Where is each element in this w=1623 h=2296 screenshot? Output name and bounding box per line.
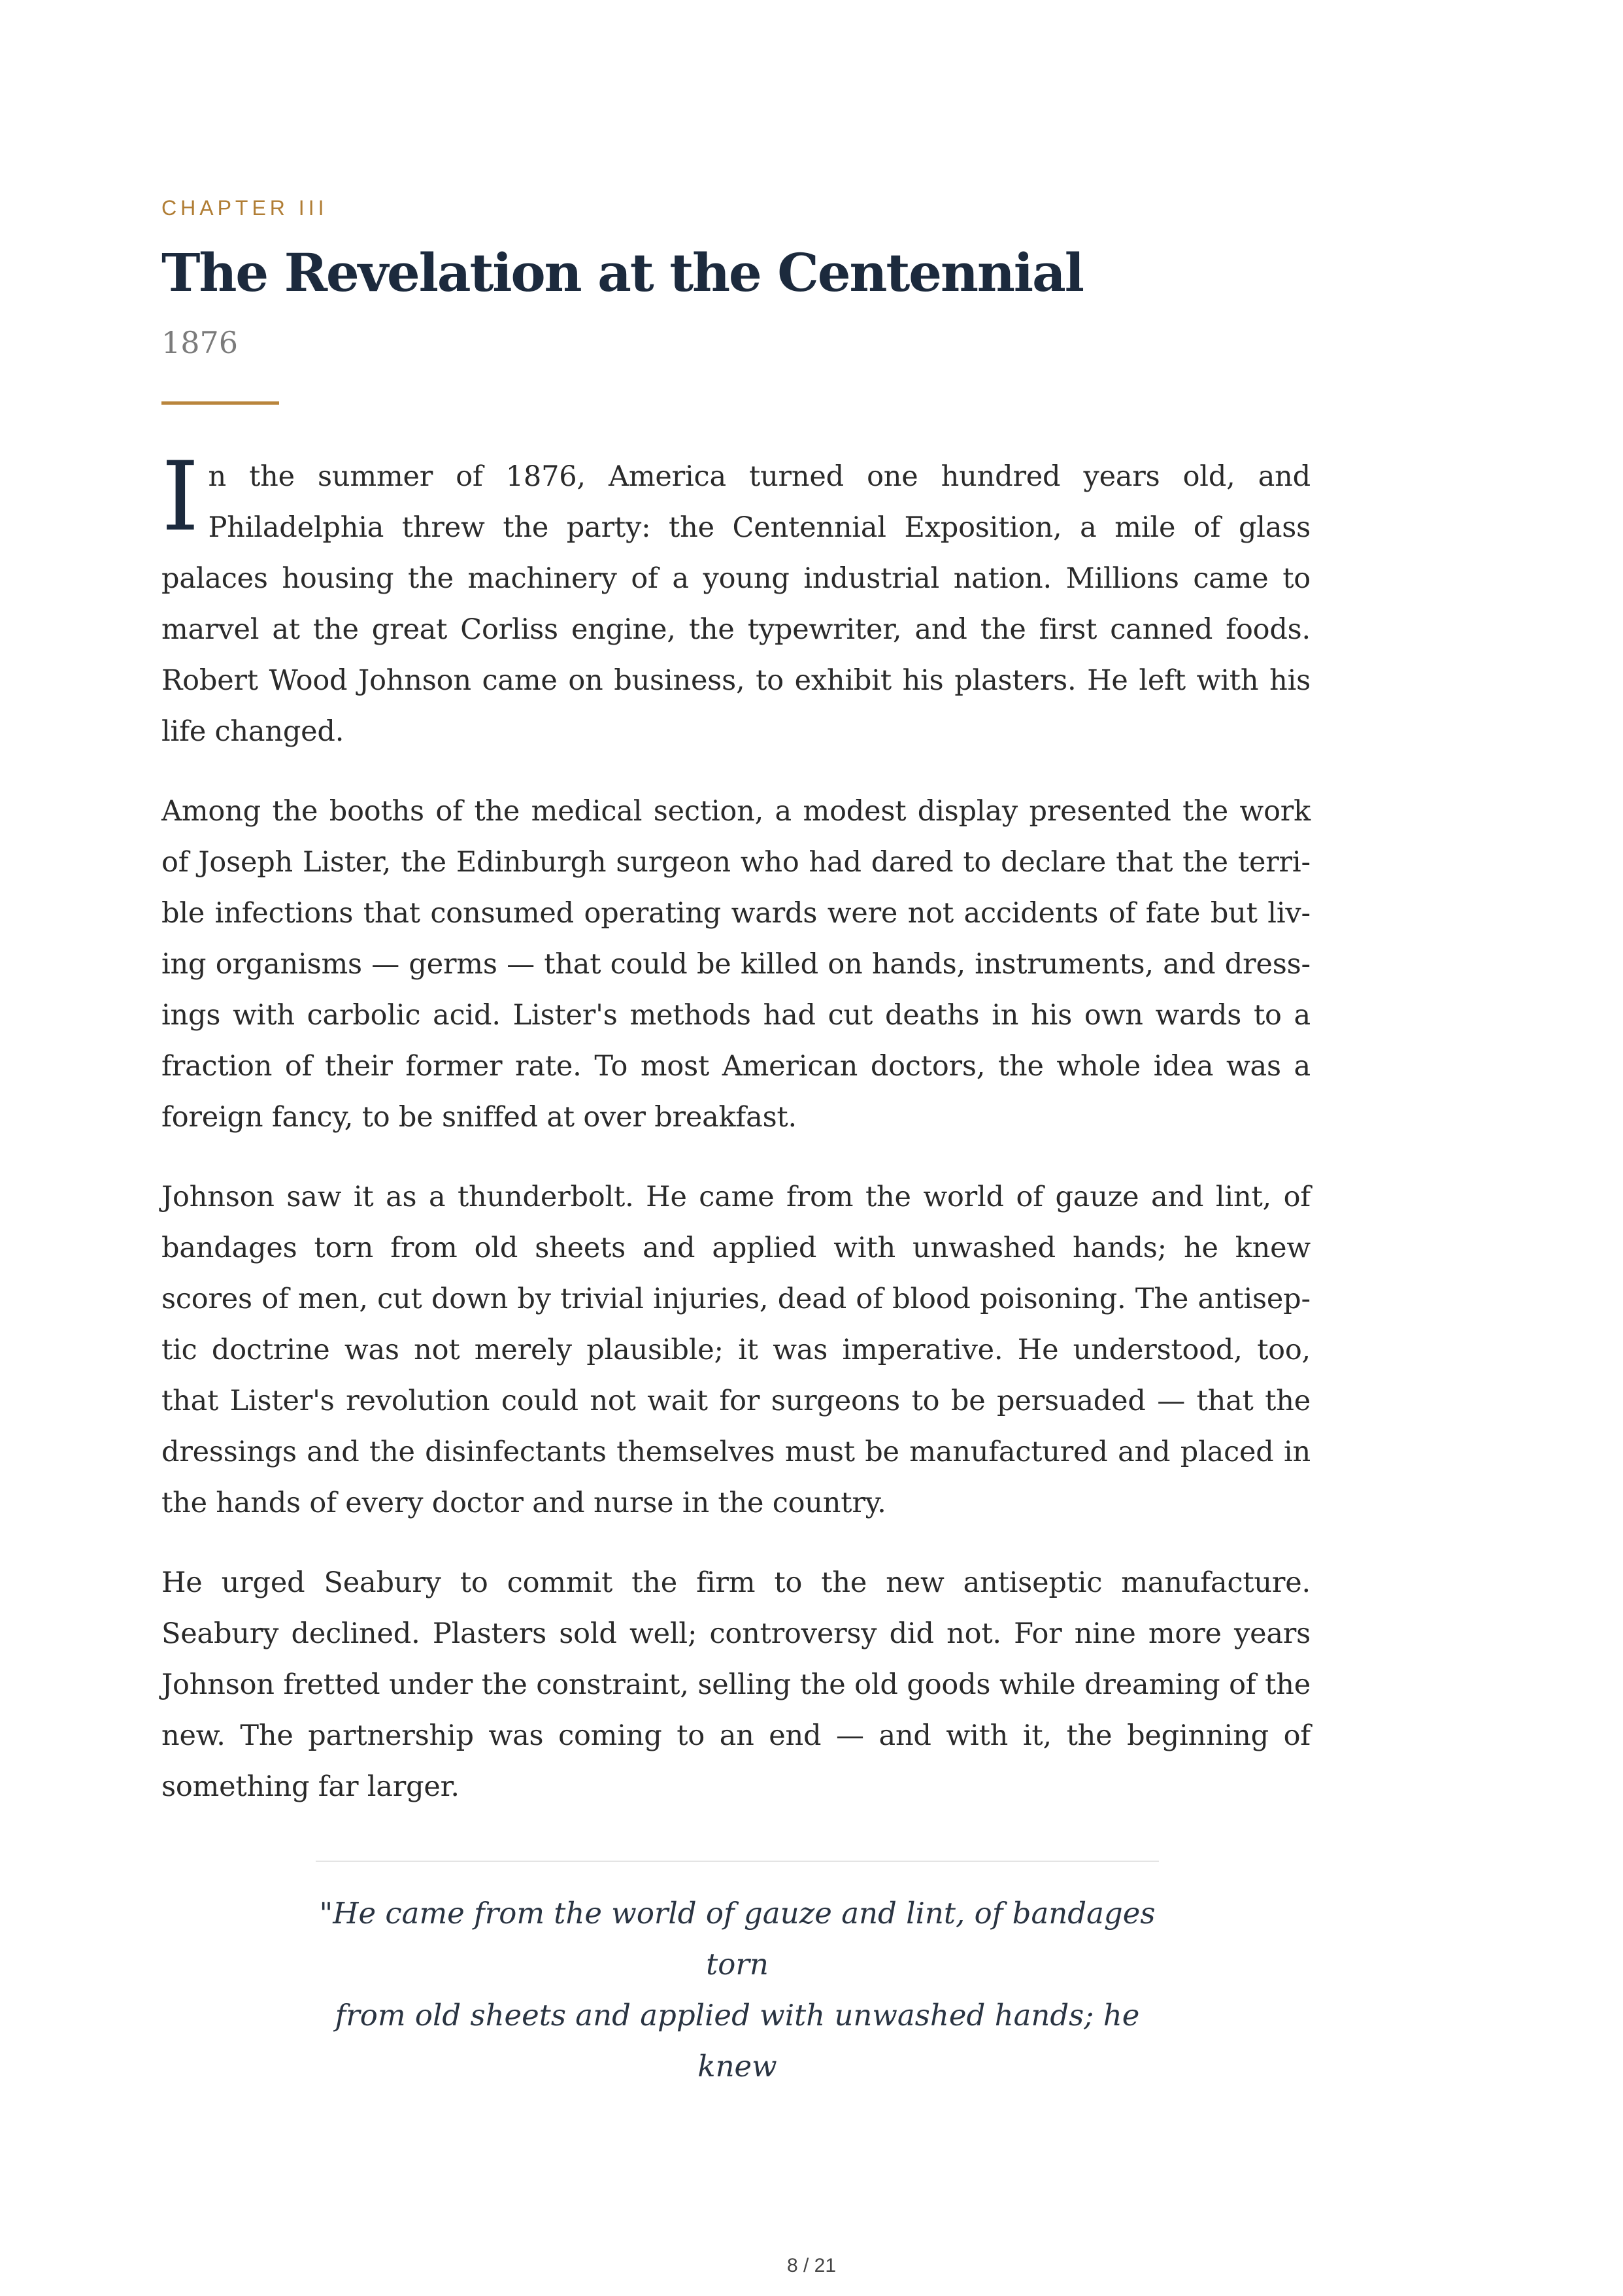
pull-quote-line-1: "He came from the world of gauze and lint, of bandages torn	[319, 1896, 1156, 1982]
chapter-year: 1876	[161, 325, 239, 360]
paragraph-3: Johnson saw it as a thunderbolt. He came from the world of gauze and lint, of bandages torn from old sheets and applied with unwashed hands; he knew scores of men, cut down by trivial injuries, dead of blood poisoning. The antiseptic doctrine was not merely plausible; it was imperative. He understood, too, that Lister's revolution could not wait for surgeons to be persuaded — that the dressings and the disinfectants themselves must be manufactured and placed in the hands of every doctor and nurse in the country.	[161, 1181, 1311, 1519]
pull-quote-line-2: from old sheets and applied with unwashed hands; he knew	[335, 1998, 1140, 2084]
paragraph-2: Among the booths of the medical section, a modest display presented the work of Joseph Lister, the Edinburgh surgeon who had dared to declare that the terrible infections that consumed operating wards were not accidents of fate but living organisms — germs — that could be killed on hands, instruments, and dressings with carbolic acid. Lister's methods had cut deaths in his own wards to a fraction of their former rate. To most American doctors, the whole idea was a foreign fancy, to be sniffed at over breakfast.	[161, 795, 1311, 1134]
chapter-body	[161, 441, 1311, 1841]
drop-cap: I	[161, 441, 199, 552]
paragraph-1	[161, 441, 1311, 757]
paragraph-4: He urged Seabury to commit the firm to the new antiseptic manufacture. Seabury declined. Plasters sold well; controversy did not. For nine more years Johnson fretted under the constraint, selling the old goods while dreaming of the new. The partnership was coming to an end — and with it, the beginning of something far larger.	[161, 1566, 1311, 1803]
paragraph-1-text: n the summer of 1876, America turned one hundred years old, and Philadelphia threw the party: the Centennial Exposition, a mile of glass palaces housing the machinery of a young industrial nation. Millions came to marvel at the great Corliss engine, the typewriter, and the first canned foods. Robert Wood Johnson came on business, to exhibit his plasters. He left with his life changed.	[161, 460, 1311, 748]
chapter-label: CHAPTER III	[161, 196, 328, 220]
chapter-title: The Revelation at the Centennial	[161, 242, 1083, 303]
pull-quote	[316, 1861, 1159, 2092]
title-divider	[161, 401, 279, 405]
page-number: 8 / 21	[786, 2255, 837, 2276]
